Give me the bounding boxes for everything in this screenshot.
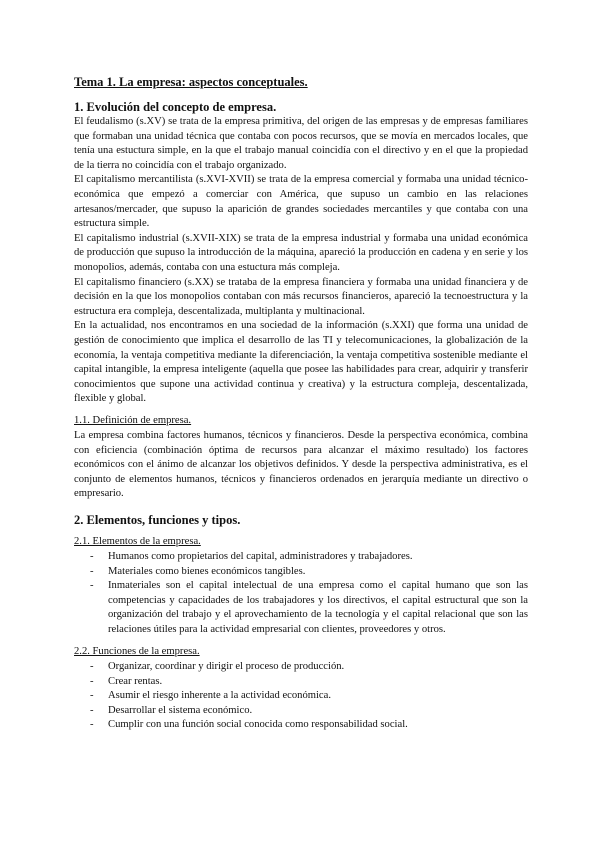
list-item-text: Crear rentas. bbox=[108, 675, 163, 687]
section-1-heading: 1. Evolución del concepto de empresa. bbox=[74, 100, 277, 114]
bullet-dash: - bbox=[90, 704, 94, 716]
bullet-dash: - bbox=[90, 551, 94, 562]
paragraph-feudalismo: El feudalismo (s.XV) se trata de la empresa primitiva, del origen de las empresas y de empresas familiares que formaban una unidad técnica que contaba con pocos recursos, que se movía en mercados locales, que tenía una estuctura simple, en la que el trabajo manual coincidía con el directivo y en el que la propiedad de la tierra no coincidía con el trabajo organizado. bbox=[74, 116, 528, 171]
list-item bbox=[90, 660, 528, 675]
list-item-text: Desarrollar el sistema económico. bbox=[108, 704, 253, 716]
bullet-dash: - bbox=[90, 661, 94, 672]
document-title: Tema 1. La empresa: aspectos conceptuales. bbox=[74, 75, 308, 89]
list-item bbox=[90, 704, 528, 719]
paragraph-actualidad: En la actualidad, nos encontramos en una sociedad de la información (s.XXI) que forma una unidad de gestión de conocimiento que implica el desarrollo de las TI y telecomunicaciones, la globalización de la economía, la ventaja competitiva mediante la diferenciación, la ventaja competitiva sostenible mediante el capital intangible, la empresa inteligente (aquella que posee las habilidades para crear, adquirir y transferir conocimientos que supone una actividad continua y creativa) y la estructura compleja, descentalizada, flexible y global. bbox=[74, 320, 528, 405]
bullet-dash: - bbox=[90, 565, 94, 577]
paragraph-industrial: El capitalismo industrial (s.XVII-XIX) se trata de la empresa industrial y formaba una unidad económica de producción que supuso la introducción de la máquina, apareció la producción en cadena y en serie y los monopolios, además, contaba con una estuctura más compleja. bbox=[74, 232, 528, 273]
funciones-list bbox=[74, 660, 528, 733]
section-1-body bbox=[74, 115, 528, 407]
list-item-text: Organizar, coordinar y dirigir el proceso de producción. bbox=[108, 661, 345, 672]
list-item-text: Inmateriales son el capital intelectual de una empresa como el capital humano que son las competencias y capacidades de los trabajadores y los directivos, el capital estructural que son la organización del trabajo y el aprovechamiento de la tecnología y el capital relacional que son las relaciones útiles para la actividad empresarial con clientes, proveedores y otros. bbox=[108, 580, 528, 635]
list-item bbox=[90, 550, 528, 565]
list-item bbox=[90, 579, 528, 637]
section-2-heading: 2. Elementos, funciones y tipos. bbox=[74, 513, 241, 527]
list-item bbox=[90, 675, 528, 690]
list-item bbox=[90, 718, 528, 733]
subsection-2-2-heading: 2.2. Funciones de la empresa. bbox=[74, 646, 200, 657]
paragraph-definicion: La empresa combina factores humanos, técnicos y financieros. Desde la perspectiva económica, combina con eficiencia (combinación óptima de recursos para alcanzar el máximo resultado) los factores económicos con el ánimo de alcanzar los objetivos definidos. Y desde la perspectiva administrativa, es el conjunto de elementos humanos, técnicos y financieros ordenados en jerarquía mediante un directivo o empresario. bbox=[74, 430, 528, 500]
list-item-text: Cumplir con una función social conocida como responsabilidad social. bbox=[108, 719, 408, 731]
list-item bbox=[90, 689, 528, 704]
list-item-text: Asumir el riesgo inherente a la actividad económica. bbox=[108, 690, 331, 702]
list-item bbox=[90, 565, 528, 580]
bullet-dash: - bbox=[90, 675, 94, 687]
bullet-dash: - bbox=[90, 580, 94, 592]
paragraph-mercantilista: El capitalismo mercantilista (s.XVI-XVII) se trata de la empresa comercial y formaba una unidad técnico-económica que empezó a comerciar con América, que supuso un cambio en las relaciones artesanos/mercader, que supuso la aparición de grandes sociedades mercantiles y que contaba con una estructura simple. bbox=[74, 174, 528, 230]
list-item-text: Humanos como propietarios del capital, administradores y trabajadores. bbox=[108, 551, 413, 562]
list-item-text: Materiales como bienes económicos tangibles. bbox=[108, 565, 306, 577]
bullet-dash: - bbox=[90, 690, 94, 702]
paragraph-financiero: El capitalismo financiero (s.XX) se trataba de la empresa financiera y formaba una unidad financiera y de decisión en la que los monopolios contaban con más recursos financieros, apareció la tecnoestructura y la estructura era compleja, descentalizada, multiplanta y multinacional. bbox=[74, 276, 528, 317]
elementos-list bbox=[74, 550, 528, 638]
subsection-1-1-heading: 1.1. Definición de empresa. bbox=[74, 415, 192, 426]
subsection-2-1-heading: 2.1. Elementos de la empresa. bbox=[74, 536, 201, 547]
bullet-dash: - bbox=[90, 719, 94, 731]
